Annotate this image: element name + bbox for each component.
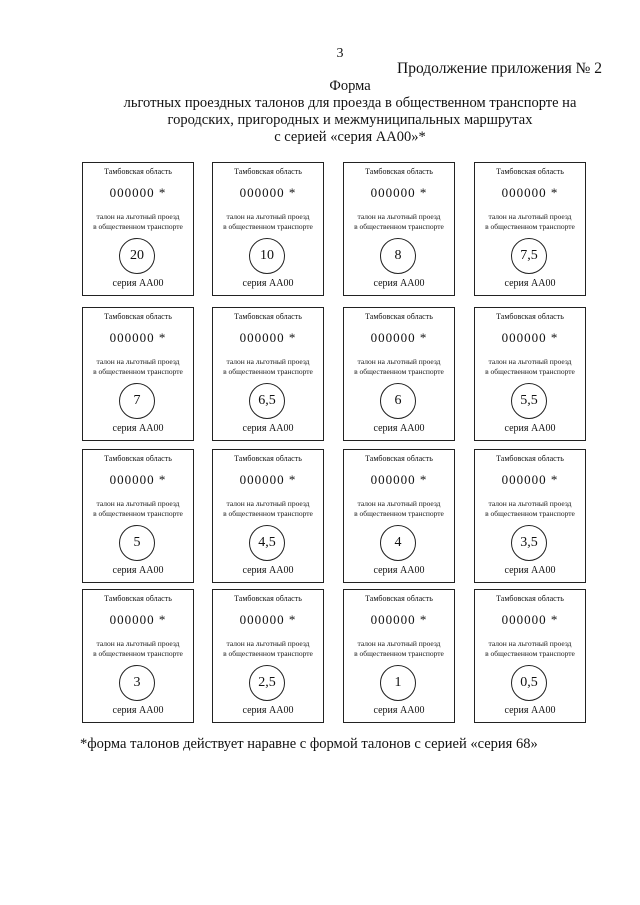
ticket-region: Тамбовская область (365, 454, 433, 463)
ticket-number: 000000 * (501, 612, 559, 627)
ticket-description-line: в общественном транспорте (93, 509, 183, 518)
ticket-description-line: талон на льготный проезд (488, 499, 572, 508)
ticket-description-line: в общественном транспорте (354, 649, 444, 658)
ticket (212, 162, 324, 296)
ticket-number: 000000 * (370, 612, 428, 627)
ticket-region: Тамбовская область (234, 594, 302, 603)
ticket-series: серия АА00 (112, 278, 164, 289)
ticket-number: 000000 * (109, 185, 167, 200)
ticket-description-line: талон на льготный проезд (488, 357, 572, 366)
ticket-series: серия АА00 (242, 705, 294, 716)
ticket-description-line: талон на льготный проезд (226, 639, 310, 648)
ticket-description-line: в общественном транспорте (93, 222, 183, 231)
ticket (474, 307, 586, 441)
footnote: *форма талонов действует наравне с формой талонов с серией «серия 68» (80, 736, 538, 752)
ticket-value-circle: 1 (380, 665, 416, 701)
ticket-value-circle: 8 (380, 238, 416, 274)
ticket-region: Тамбовская область (234, 454, 302, 463)
ticket-series: серия АА00 (242, 423, 294, 434)
ticket-number: 000000 * (501, 330, 559, 345)
ticket (343, 162, 455, 296)
ticket-number: 000000 * (239, 612, 297, 627)
ticket-series: серия АА00 (504, 423, 556, 434)
ticket-value-circle: 6 (380, 383, 416, 419)
ticket-description-line: талон на льготный проезд (226, 499, 310, 508)
ticket (474, 449, 586, 583)
ticket-description-line: талон на льготный проезд (357, 639, 441, 648)
form-title-block (60, 78, 640, 146)
ticket (82, 589, 194, 723)
ticket-region: Тамбовская область (365, 594, 433, 603)
ticket-series: серия АА00 (504, 705, 556, 716)
ticket (474, 162, 586, 296)
ticket-description-line: в общественном транспорте (354, 222, 444, 231)
ticket-description-line: в общественном транспорте (223, 649, 313, 658)
ticket-value-circle: 0,5 (511, 665, 547, 701)
ticket-number: 000000 * (370, 330, 428, 345)
ticket-description (213, 639, 323, 659)
ticket-description (83, 639, 193, 659)
ticket-description (475, 639, 585, 659)
ticket-description-line: в общественном транспорте (485, 222, 575, 231)
ticket-series: серия АА00 (112, 423, 164, 434)
ticket (82, 162, 194, 296)
ticket-region: Тамбовская область (104, 454, 172, 463)
ticket-region: Тамбовская область (104, 312, 172, 321)
ticket-description-line: в общественном транспорте (485, 649, 575, 658)
ticket-number: 000000 * (370, 185, 428, 200)
ticket-region: Тамбовская область (234, 312, 302, 321)
ticket-description (344, 639, 454, 659)
ticket-description-line: талон на льготный проезд (488, 212, 572, 221)
ticket-description (475, 212, 585, 232)
ticket-description-line: талон на льготный проезд (226, 212, 310, 221)
ticket (82, 307, 194, 441)
ticket-series: серия АА00 (242, 278, 294, 289)
ticket-description-line: талон на льготный проезд (357, 499, 441, 508)
ticket-number: 000000 * (501, 185, 559, 200)
ticket (212, 449, 324, 583)
ticket-series: серия АА00 (112, 705, 164, 716)
ticket (343, 449, 455, 583)
ticket-number: 000000 * (109, 612, 167, 627)
ticket-description-line: в общественном транспорте (93, 649, 183, 658)
ticket-description (344, 357, 454, 377)
ticket-region: Тамбовская область (365, 167, 433, 176)
ticket-region: Тамбовская область (496, 454, 564, 463)
ticket-number: 000000 * (109, 472, 167, 487)
ticket-series: серия АА00 (373, 705, 425, 716)
ticket-description-line: талон на льготный проезд (357, 357, 441, 366)
ticket-value-circle: 5 (119, 525, 155, 561)
ticket-description-line: талон на льготный проезд (96, 639, 180, 648)
ticket-number: 000000 * (239, 185, 297, 200)
ticket (212, 307, 324, 441)
ticket-description-line: в общественном транспорте (485, 367, 575, 376)
ticket-description (475, 357, 585, 377)
ticket-value-circle: 4,5 (249, 525, 285, 561)
form-title-line: льготных проездных талонов для проезда в общественном транспорте на (123, 95, 577, 111)
ticket (343, 589, 455, 723)
ticket-description-line: талон на льготный проезд (226, 357, 310, 366)
ticket-description-line: талон на льготный проезд (96, 212, 180, 221)
ticket-region: Тамбовская область (104, 167, 172, 176)
ticket-description-line: в общественном транспорте (354, 367, 444, 376)
ticket-series: серия АА00 (373, 278, 425, 289)
ticket-value-circle: 4 (380, 525, 416, 561)
ticket-region: Тамбовская область (234, 167, 302, 176)
ticket-description-line: в общественном транспорте (223, 222, 313, 231)
form-title: Форма (329, 78, 371, 94)
ticket-description-line: в общественном транспорте (93, 367, 183, 376)
ticket-value-circle: 3 (119, 665, 155, 701)
ticket-description (213, 499, 323, 519)
ticket-value-circle: 7,5 (511, 238, 547, 274)
ticket-grid (82, 162, 602, 724)
ticket-number: 000000 * (239, 472, 297, 487)
ticket-number: 000000 * (370, 472, 428, 487)
ticket-series: серия АА00 (373, 565, 425, 576)
ticket (474, 589, 586, 723)
ticket-description-line: талон на льготный проезд (357, 212, 441, 221)
ticket (82, 449, 194, 583)
ticket-value-circle: 20 (119, 238, 155, 274)
ticket-region: Тамбовская область (496, 594, 564, 603)
ticket-description (344, 212, 454, 232)
ticket (212, 589, 324, 723)
ticket-value-circle: 3,5 (511, 525, 547, 561)
form-title-line: городских, пригородных и межмуниципальных маршрутах (167, 112, 533, 128)
ticket-region: Тамбовская область (104, 594, 172, 603)
ticket-description (213, 212, 323, 232)
ticket-description (344, 499, 454, 519)
ticket-series: серия АА00 (242, 565, 294, 576)
ticket-value-circle: 7 (119, 383, 155, 419)
ticket-region: Тамбовская область (496, 312, 564, 321)
ticket-value-circle: 2,5 (249, 665, 285, 701)
ticket-region: Тамбовская область (365, 312, 433, 321)
ticket-series: серия АА00 (112, 565, 164, 576)
ticket-value-circle: 5,5 (511, 383, 547, 419)
ticket-number: 000000 * (239, 330, 297, 345)
page-number: 3 (336, 46, 344, 61)
ticket-series: серия АА00 (504, 565, 556, 576)
ticket-description (83, 357, 193, 377)
ticket-series: серия АА00 (504, 278, 556, 289)
ticket-description-line: талон на льготный проезд (488, 639, 572, 648)
ticket-region: Тамбовская область (496, 167, 564, 176)
ticket-value-circle: 6,5 (249, 383, 285, 419)
ticket-number: 000000 * (109, 330, 167, 345)
ticket-description (213, 357, 323, 377)
ticket-series: серия АА00 (373, 423, 425, 434)
ticket-description-line: в общественном транспорте (223, 509, 313, 518)
ticket (343, 307, 455, 441)
ticket-value-circle: 10 (249, 238, 285, 274)
ticket-number: 000000 * (501, 472, 559, 487)
ticket-description-line: талон на льготный проезд (96, 499, 180, 508)
ticket-description-line: талон на льготный проезд (96, 357, 180, 366)
ticket-description-line: в общественном транспорте (223, 367, 313, 376)
form-title-line: с серией «серия АА00»* (274, 129, 426, 145)
ticket-description (83, 499, 193, 519)
ticket-description (83, 212, 193, 232)
appendix-note: Продолжение приложения № 2 (397, 60, 602, 77)
ticket-description-line: в общественном транспорте (354, 509, 444, 518)
ticket-description (475, 499, 585, 519)
ticket-description-line: в общественном транспорте (485, 509, 575, 518)
